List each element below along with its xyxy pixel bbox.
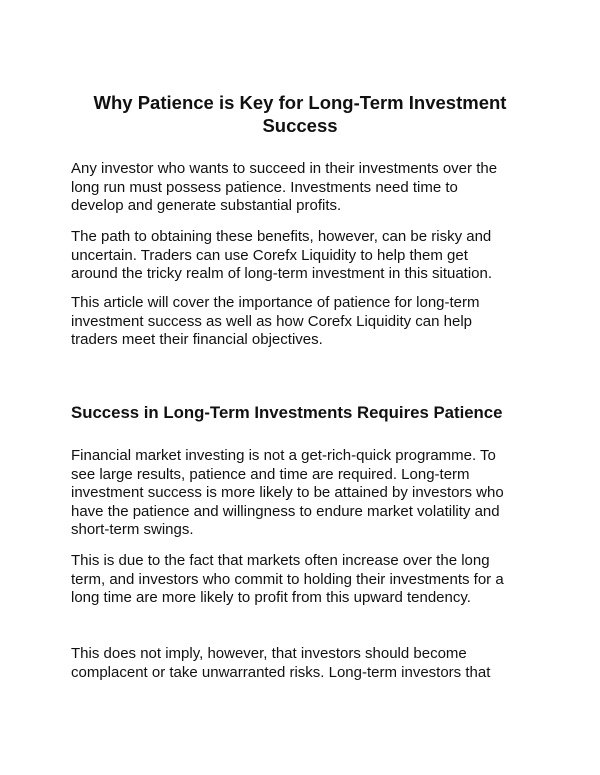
text-line: This does not imply, however, that investors should become [71,645,467,662]
title-line: Success [262,115,338,136]
intro-paragraph [71,228,533,284]
section-paragraph [71,552,533,608]
text-line: around the tricky realm of long-term investment in this situation. [71,265,493,282]
text-line: Any investor who wants to succeed in their investments over the [71,160,498,177]
text-line: traders meet their financial objectives. [71,331,323,348]
intro-paragraph [71,160,533,216]
title-line: Why Patience is Key for Long-Term Investment [93,92,507,113]
text-line: uncertain. Traders can use Corefx Liquidity to help them get [71,246,468,264]
section-paragraph [71,447,533,540]
text-line: develop and generate substantial profits. [71,197,342,214]
text-line: Financial market investing is not a get-rich-quick programme. To [71,447,496,464]
text-line: long run must possess patience. Investments need time to [71,178,458,196]
text-line: term, and investors who commit to holding their investments for a [71,570,504,588]
section-heading: Success in Long-Term Investments Requires Patience [71,403,503,422]
intro-paragraph [71,294,533,350]
section-paragraph [71,645,533,682]
text-line: see large results, patience and time are required. Long-term [71,465,470,483]
text-line: short-term swings. [71,521,194,538]
text-line: investment success as well as how Corefx Liquidity can help [71,312,473,330]
text-line: This is due to the fact that markets often increase over the long [71,552,490,569]
text-line: investment success is more likely to be attained by investors who [71,484,504,501]
text-line: The path to obtaining these benefits, however, can be risky and [71,228,492,245]
text-line: This article will cover the importance of patience for long-term [71,294,480,311]
page-title [60,91,540,137]
text-line: complacent or take unwarranted risks. Long-term investors that [71,663,491,681]
text-line: have the patience and willingness to endure market volatility and [71,502,500,520]
text-line: long time are more likely to profit from this upward tendency. [71,589,471,606]
